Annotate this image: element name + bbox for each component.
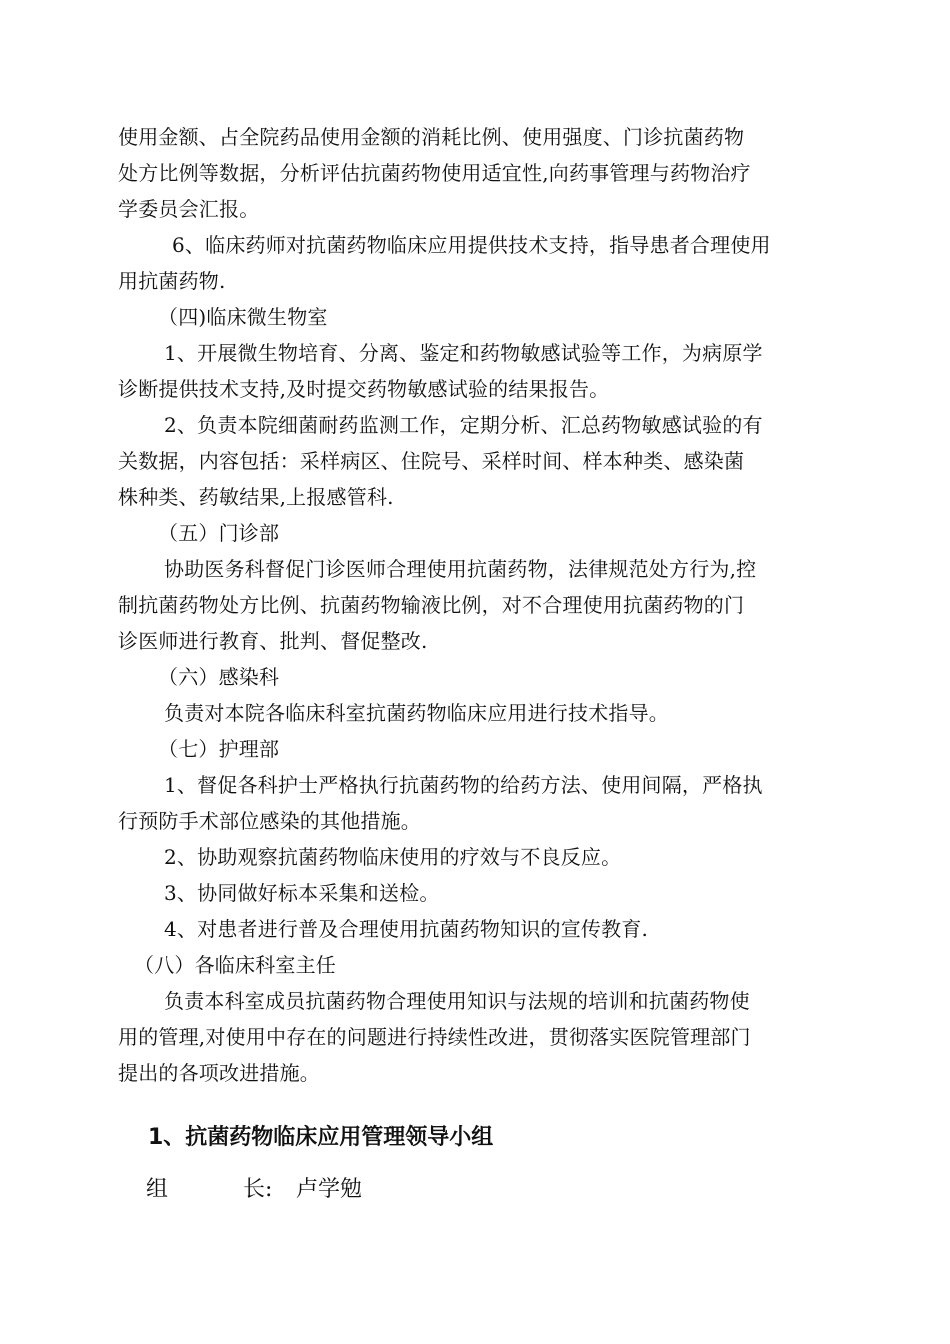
section-subheading: （六）感染科 [158, 665, 280, 689]
text-line: 3、协同做好标本采集和送检。 [164, 881, 440, 905]
leader-role-part-1: 组 [146, 1177, 169, 1202]
section-heading: 1、抗菌药物临床应用管理领导小组 [148, 1125, 494, 1150]
text-line: 用抗菌药物. [118, 269, 226, 293]
text-line: 6、临床药师对抗菌药物临床应用提供技术支持，指导患者合理使用 [172, 233, 771, 257]
text-line: 4、对患者进行普及合理使用抗菌药物知识的宣传教育. [164, 917, 649, 941]
text-line: 使用金额、占全院药品使用金额的消耗比例、使用强度、门诊抗菌药物 [118, 125, 745, 149]
text-line: 株种类、药敏结果,上报感管科. [118, 485, 394, 509]
text-line: 提出的各项改进措施。 [118, 1061, 320, 1085]
text-line: 1、督促各科护士严格执行抗菌药物的给药方法、使用间隔，严格执 [164, 773, 763, 797]
text-line: 2、负责本院细菌耐药监测工作，定期分析、汇总药物敏感试验的有 [164, 413, 763, 437]
section-subheading: （八）各临床科室主任 [134, 953, 336, 977]
text-line: 1、开展微生物培育、分离、鉴定和药物敏感试验等工作，为病原学 [164, 341, 763, 365]
document-body [118, 119, 830, 1091]
text-line: 处方比例等数据，分析评估抗菌药物使用适宜性,向药事管理与药物治疗 [118, 161, 751, 185]
text-line: 行预防手术部位感染的其他措施。 [118, 809, 421, 833]
text-line: 诊断提供技术支持,及时提交药物敏感试验的结果报告。 [118, 377, 610, 401]
leader-role-part-2: 长: [243, 1177, 273, 1202]
text-line: 诊医师进行教育、批判、督促整改. [118, 629, 428, 653]
text-line: 用的管理,对使用中存在的问题进行持续性改进，贯彻落实医院管理部门 [118, 1025, 751, 1049]
text-line: 2、协助观察抗菌药物临床使用的疗效与不良反应。 [164, 845, 622, 869]
section-subheading: （五）门诊部 [158, 521, 280, 545]
text-line: 负责本科室成员抗菌药物合理使用知识与法规的培训和抗菌药物使 [164, 989, 750, 1013]
text-line: 学委员会汇报。 [118, 197, 260, 221]
section-subheading: （七）护理部 [158, 737, 280, 761]
text-line: 协助医务科督促门诊医师合理使用抗菌药物，法律规范处方行为,控 [164, 557, 757, 581]
leader-name: 卢学勉 [296, 1177, 363, 1202]
text-line: 负责对本院各临床科室抗菌药物临床应用进行技术指导。 [164, 701, 669, 725]
text-line: 关数据，内容包括：采样病区、住院号、采样时间、样本种类、感染菌 [118, 449, 745, 473]
section-subheading: （四)临床微生物室 [158, 305, 328, 329]
text-line: 制抗菌药物处方比例、抗菌药物输液比例，对不合理使用抗菌药物的门 [118, 593, 745, 617]
